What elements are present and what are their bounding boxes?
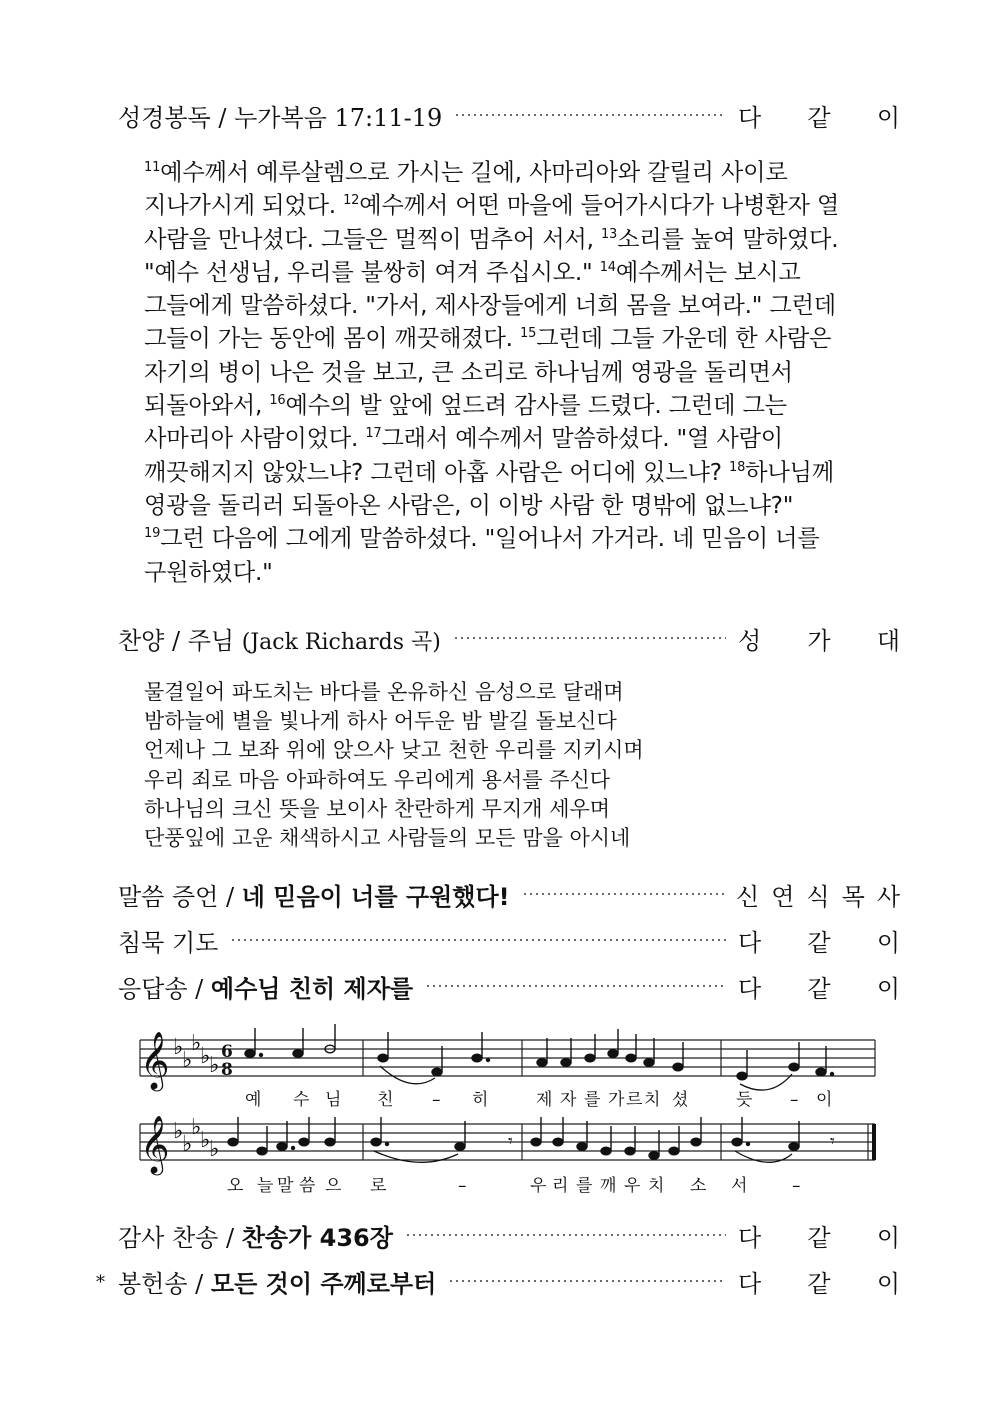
svg-text:–: – <box>432 1090 441 1110</box>
lyric-line: 물결일어 파도치는 바다를 온유하신 음성으로 달래며 <box>144 680 624 704</box>
key-signature-flats <box>173 1031 219 1078</box>
line-2-lyrics <box>227 1175 801 1196</box>
svg-text:씀: 씀 <box>299 1176 316 1196</box>
offering-row <box>118 1263 900 1299</box>
passage-line: 지나가시게 되었다. $^{12}$예수께서 어떤 마을에 들어가시다가 나병환자 열 <box>144 192 840 220</box>
passage-line: $^{19}$그런 다음에 그에게 말씀하셨다. "일어나서 가거라. 네 믿음이 너를 <box>144 525 820 553</box>
passage-line: 그들이 가는 동안에 몸이 깨끗해졌다. $^{15}$그런데 그들 가운데 한 사람은 <box>144 325 832 353</box>
svg-text:♭: ♭ <box>182 1048 193 1073</box>
lyric-line: 언제나 그 보좌 위에 앉으사 낮고 천한 우리를 지키시며 <box>144 738 644 763</box>
response-title: 예수님 친히 제자를 <box>210 974 414 1003</box>
response-music-score <box>130 1020 890 1210</box>
reading-row <box>118 97 900 133</box>
leader-dots <box>453 637 726 639</box>
sermon-title: 네 믿음이 너를 구원했다! <box>241 882 510 911</box>
svg-text:님: 님 <box>325 1090 342 1110</box>
time-signature <box>221 1042 233 1080</box>
svg-text:히: 히 <box>472 1090 489 1110</box>
notes-line-1 <box>245 1024 834 1080</box>
svg-text:오: 오 <box>227 1176 244 1196</box>
svg-text:♭: ♭ <box>209 1053 220 1078</box>
response-label: 응답송 / <box>118 974 211 1003</box>
staff-line-2 <box>140 1115 876 1196</box>
leader-dots <box>454 114 726 116</box>
sermon-preacher: 신 연 식 목 사 <box>736 882 900 911</box>
offering-leader: 다 같 이 <box>738 1269 900 1298</box>
thanks-label: 감사 찬송 / <box>118 1223 242 1252</box>
svg-text:깨: 깨 <box>600 1176 617 1196</box>
svg-text:–: – <box>790 1090 799 1110</box>
anthem-composer: (Jack Richards 곡) <box>241 629 441 655</box>
prayer-row <box>118 922 900 958</box>
svg-text:를: 를 <box>584 1090 601 1110</box>
sermon-label: 말씀 증언 / <box>118 882 242 911</box>
prayer-leader: 다 같 이 <box>738 928 900 957</box>
passage-line: "예수 선생님, 우리를 불쌍히 여겨 주십시오." $^{14}$예수께서는 보시고 <box>144 258 801 286</box>
lyric-line: 밤하늘에 별을 빛나게 하사 어두운 밤 발길 돌보신다 <box>144 709 617 734</box>
verse-number: 18 <box>729 459 746 475</box>
svg-text:로: 로 <box>370 1176 387 1196</box>
passage-line: 구원하였다." <box>144 558 273 586</box>
svg-text:자: 자 <box>560 1090 577 1110</box>
verse-number: 12 <box>343 193 360 209</box>
svg-text:치: 치 <box>644 1090 661 1110</box>
svg-text:소: 소 <box>690 1176 707 1196</box>
svg-text:우: 우 <box>624 1176 641 1196</box>
svg-text:이: 이 <box>816 1090 833 1110</box>
svg-text:수: 수 <box>293 1090 310 1110</box>
passage-line: 사람을 만나셨다. 그들은 멀찍이 멈추어 서서, $^{13}$소리를 높여 말하였다. <box>144 225 839 253</box>
svg-text:♭: ♭ <box>209 1137 220 1162</box>
svg-text:서: 서 <box>731 1176 748 1196</box>
anthem-label: 찬양 / 주님 <box>118 626 235 655</box>
treble-clef-icon: 𝄞 <box>140 1115 170 1173</box>
svg-text:8: 8 <box>221 1060 233 1080</box>
anthem-lyrics <box>144 678 744 853</box>
leader-dots <box>405 1234 726 1236</box>
svg-text:치: 치 <box>648 1176 665 1196</box>
reading-label: 성경봉독 / 누가복음 17:11-19 <box>118 103 443 132</box>
verse-number: 16 <box>269 393 286 409</box>
lyric-line: 단풍잎에 고운 채색하시고 사람들의 모든 맘을 아시네 <box>144 826 631 851</box>
lyric-line: 우리 죄로 마음 아파하여도 우리에게 용서를 주신다 <box>144 767 611 792</box>
svg-text:𝄾: 𝄾 <box>508 1131 513 1152</box>
passage-line: 영광을 돌리러 되돌아온 사람은, 이 이방 사람 한 명밖에 없느냐?" <box>144 491 794 519</box>
leader-dots <box>230 939 726 941</box>
anthem-leader: 성 가 대 <box>738 626 900 655</box>
svg-text:듯: 듯 <box>736 1090 753 1110</box>
svg-text:♭: ♭ <box>200 1044 211 1069</box>
notes-line-2 <box>228 1117 799 1159</box>
passage-line: $^{11}$예수께서 예루살렘으로 가시는 길에, 사마리아와 갈릴리 사이로 <box>144 159 788 186</box>
svg-text:셨: 셨 <box>672 1090 689 1110</box>
verse-number: 11 <box>144 160 161 175</box>
leader-dots <box>448 1280 726 1282</box>
svg-text:♭: ♭ <box>200 1128 211 1153</box>
reading-leader: 다 같 이 <box>738 103 900 132</box>
passage-line: 되돌아와서, $^{16}$예수의 발 앞에 엎드려 감사를 드렸다. 그런데 그는 <box>144 392 787 420</box>
passage-line: 사마리아 사람이었다. $^{17}$그래서 예수께서 말씀하셨다. "열 사람이 <box>144 425 783 453</box>
standing-mark: * <box>96 1272 105 1293</box>
svg-text:♭: ♭ <box>191 1115 202 1140</box>
thanks-row <box>118 1217 900 1253</box>
sermon-row <box>118 876 900 912</box>
verse-number: 13 <box>600 226 618 242</box>
svg-text:–: – <box>458 1176 467 1196</box>
svg-text:♭: ♭ <box>191 1031 202 1056</box>
svg-text:♭: ♭ <box>182 1132 193 1157</box>
svg-text:가: 가 <box>608 1090 625 1110</box>
verse-number: 14 <box>599 259 616 275</box>
svg-text:르: 르 <box>626 1090 643 1110</box>
verse-number: 17 <box>365 426 382 442</box>
svg-text:늘: 늘 <box>257 1176 274 1196</box>
lyric-line: 하나님의 크신 뜻을 보이사 찬란하게 무지개 세우며 <box>144 796 611 821</box>
response-row <box>118 968 900 1004</box>
svg-text:친: 친 <box>377 1090 394 1110</box>
passage-line: 자기의 병이 나은 것을 보고, 큰 소리로 하나님께 영광을 돌리면서 <box>144 358 793 386</box>
svg-text:리: 리 <box>552 1176 569 1196</box>
response-leader: 다 같 이 <box>738 974 900 1003</box>
treble-clef-icon: 𝄞 <box>140 1031 170 1089</box>
svg-text:♭: ♭ <box>173 1035 184 1060</box>
svg-text:말: 말 <box>277 1176 294 1196</box>
svg-text:𝄾: 𝄾 <box>830 1131 835 1152</box>
svg-text:우: 우 <box>530 1176 547 1196</box>
offering-title: 모든 것이 주께로부터 <box>210 1269 437 1298</box>
passage-line: 그들에게 말씀하셨다. "가서, 제사장들에게 너희 몸을 보여라." 그런데 <box>144 292 837 320</box>
prayer-label: 침묵 기도 <box>118 928 219 957</box>
thanks-title: 찬송가 436장 <box>241 1223 393 1252</box>
anthem-row <box>118 620 900 656</box>
staff-line-1 <box>140 1024 875 1110</box>
svg-text:으: 으 <box>325 1176 342 1196</box>
leader-dots <box>425 985 726 987</box>
svg-text:제: 제 <box>536 1090 553 1110</box>
slurs-line-2 <box>374 1151 792 1162</box>
svg-text:예: 예 <box>245 1090 262 1110</box>
thanks-leader: 다 같 이 <box>738 1223 900 1252</box>
scripture-passage <box>144 156 884 589</box>
passage-line: 깨끗해지지 않았느냐? 그런데 아홉 사람은 어디에 있느냐? $^{18}$하나님께 <box>144 458 834 486</box>
leader-dots <box>522 893 724 895</box>
svg-text:–: – <box>792 1176 801 1196</box>
line-1-lyrics <box>245 1089 832 1110</box>
svg-text:를: 를 <box>576 1176 593 1196</box>
svg-text:6: 6 <box>221 1042 233 1062</box>
offering-label: 봉헌송 / <box>118 1269 211 1298</box>
key-signature-flats <box>173 1115 219 1162</box>
verse-number: 15 <box>520 326 537 342</box>
final-barline <box>872 1124 876 1160</box>
svg-text:♭: ♭ <box>173 1119 184 1144</box>
verse-number: 19 <box>144 526 161 542</box>
